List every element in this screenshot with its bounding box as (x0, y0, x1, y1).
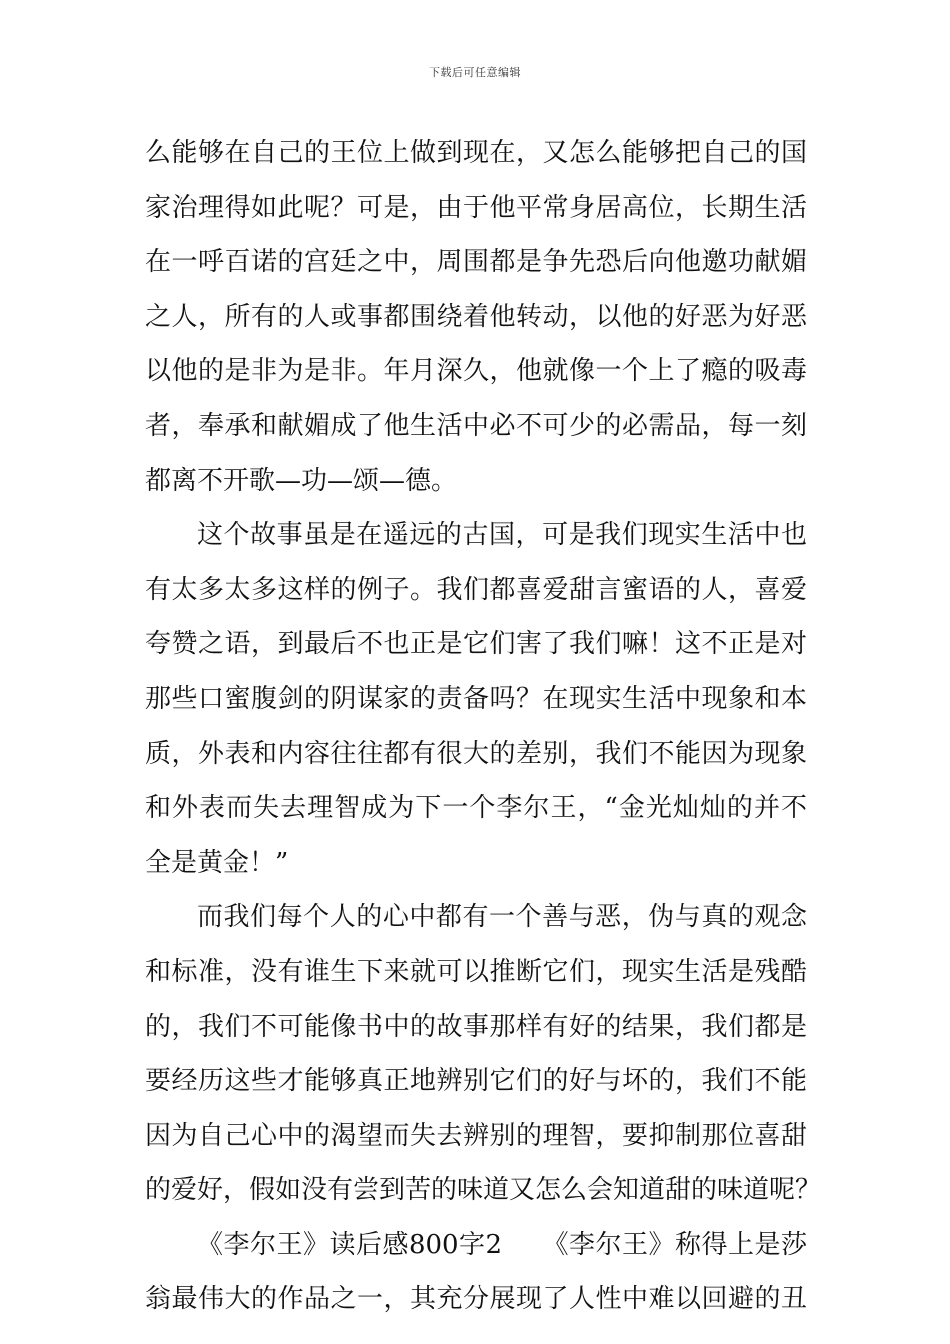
paragraph-start-line: 《李尔王》读后感800字2 《李尔王》称得上是莎 (197, 1229, 807, 1260)
paragraph-start-line: 而我们每个人的心中都有一个善与恶，伪与真的观念 (197, 902, 807, 933)
text-line: 质，外表和内容往往都有很大的差别，我们不能因为现象 (145, 738, 807, 769)
text-line: 的爱好，假如没有尝到苦的味道又怎么会知道甜的味道呢？ (145, 1175, 822, 1206)
text-line: 的，我们不可能像书中的故事那样有好的结果，我们都是 (145, 1011, 807, 1042)
text-line: 有太多太多这样的例子。我们都喜爱甜言蜜语的人，喜爱 (145, 574, 807, 605)
text-line: 者，奉承和献媚成了他生活中必不可少的必需品，每一刻 (145, 410, 807, 441)
paragraph-start-line: 这个故事虽是在遥远的古国，可是我们现实生活中也 (197, 520, 807, 551)
text-line: 翁最伟大的作品之一，其充分展现了人性中难以回避的丑 (145, 1284, 807, 1315)
text-line: 夸赞之语，到最后不也正是它们害了我们嘛！这不正是对 (145, 629, 807, 660)
text-line: 和外表而失去理智成为下一个李尔王，“金光灿灿的并不 (145, 793, 807, 824)
text-line: 都离不开歌—功—颂—德。 (145, 465, 458, 496)
text-line: 和标准，没有谁生下来就可以推断它们，现实生活是残酷 (145, 956, 807, 987)
text-line: 以他的是非为是非。年月深久，他就像一个上了瘾的吸毒 (145, 356, 807, 387)
text-line: 要经历这些才能够真正地辨别它们的好与坏的，我们不能 (145, 1066, 807, 1097)
text-line: 在一呼百诺的宫廷之中，周围都是争先恐后向他邀功献媚 (145, 247, 807, 278)
text-line: 全是黄金！” (145, 847, 289, 878)
text-line: 家治理得如此呢？可是，由于他平常身居高位，长期生活 (145, 192, 807, 223)
text-line: 因为自己心中的渴望而失去辨别的理智，要抑制那位喜甜 (145, 1120, 807, 1151)
body-text (145, 126, 822, 1327)
text-line: 么能够在自己的王位上做到现在，又怎么能够把自己的国 (145, 138, 807, 168)
page-header: 下载后可任意编辑 (429, 66, 521, 79)
text-line: 那些口蜜腹剑的阴谋家的责备吗？在现实生活中现象和本 (145, 683, 807, 714)
text-line: 之人，所有的人或事都围绕着他转动，以他的好恶为好恶 (145, 301, 807, 332)
